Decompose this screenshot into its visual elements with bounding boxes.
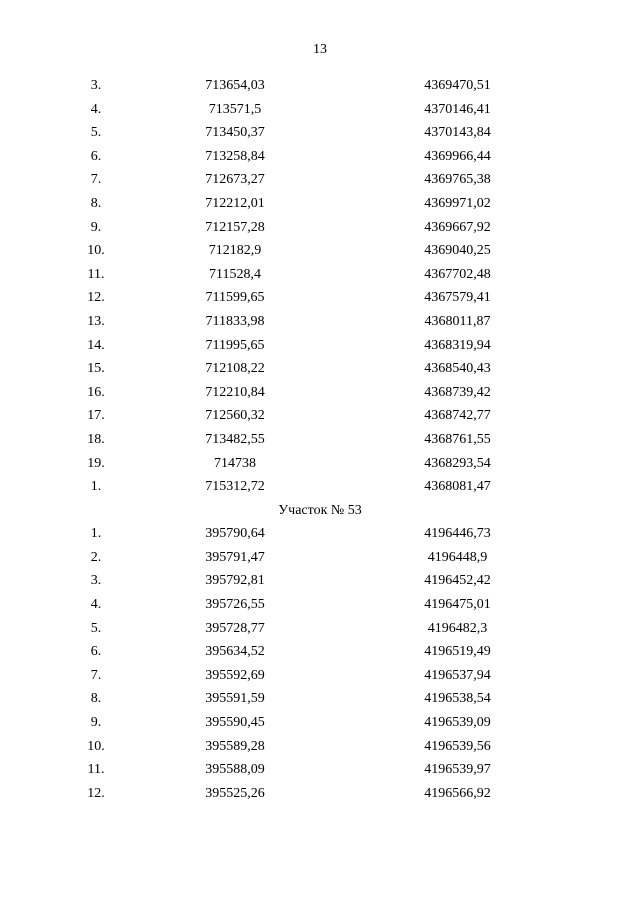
y-coordinate-cell: 4367579,41 [424, 290, 491, 306]
point-number-cell: 4. [90, 101, 102, 117]
y-coordinate-cell: 4196482,3 [427, 620, 488, 636]
point-number-cell: 19. [87, 455, 105, 471]
point-number-cell: 1. [90, 526, 102, 542]
point-number-cell: 16. [87, 384, 105, 400]
y-coordinate-cell: 4370143,84 [424, 125, 491, 141]
table-row [0, 121, 640, 145]
y-coordinate-cell: 4368739,42 [424, 384, 491, 400]
table-row [0, 664, 640, 688]
x-coordinate-cell: 711995,65 [205, 337, 265, 353]
y-coordinate-cell: 4369667,92 [424, 219, 491, 235]
x-coordinate-cell: 395792,81 [205, 573, 265, 589]
x-coordinate-cell: 395726,55 [205, 597, 265, 613]
y-coordinate-cell: 4368011,87 [424, 313, 491, 329]
point-number-cell: 12. [87, 290, 105, 306]
table-row [0, 428, 640, 452]
point-number-cell: 6. [90, 148, 102, 164]
y-coordinate-cell: 4196452,42 [424, 573, 491, 589]
x-coordinate-cell: 711528,4 [209, 266, 261, 282]
point-number-cell: 9. [90, 715, 102, 731]
y-coordinate-cell: 4196539,97 [424, 762, 491, 778]
point-number-cell: 7. [90, 667, 102, 683]
x-coordinate-cell: 395525,26 [205, 785, 265, 801]
table-row [0, 286, 640, 310]
x-coordinate-cell: 711833,98 [205, 313, 265, 329]
table-row [0, 687, 640, 711]
x-coordinate-cell: 712212,01 [205, 195, 265, 211]
y-coordinate-cell: 4368319,94 [424, 337, 491, 353]
table-row [0, 452, 640, 476]
point-number-cell: 1. [90, 479, 102, 495]
point-number-cell: 7. [90, 172, 102, 188]
y-coordinate-cell: 4368540,43 [424, 361, 491, 377]
table-row [0, 192, 640, 216]
x-coordinate-cell: 395591,59 [205, 691, 265, 707]
x-coordinate-cell: 395728,77 [205, 620, 265, 636]
point-number-cell: 12. [87, 785, 105, 801]
y-coordinate-cell: 4368742,77 [424, 408, 491, 424]
table-row [0, 640, 640, 664]
table-row [0, 98, 640, 122]
table-row [0, 522, 640, 546]
x-coordinate-cell: 712157,28 [205, 219, 265, 235]
y-coordinate-cell: 4369966,44 [424, 148, 491, 164]
point-number-cell: 14. [87, 337, 105, 353]
point-number-cell: 10. [87, 738, 105, 754]
table-row [0, 381, 640, 405]
y-coordinate-cell: 4196538,54 [424, 691, 491, 707]
table-row [0, 74, 640, 98]
table-row [0, 475, 640, 499]
table-row [0, 782, 640, 806]
point-number-cell: 10. [87, 243, 105, 259]
x-coordinate-cell: 395589,28 [205, 738, 265, 754]
y-coordinate-cell: 4368293,54 [424, 455, 491, 471]
page-number: 13 [313, 42, 327, 57]
point-number-cell: 13. [87, 313, 105, 329]
x-coordinate-cell: 713571,5 [208, 101, 262, 117]
y-coordinate-cell: 4369470,51 [424, 78, 491, 93]
y-coordinate-cell: 4196537,94 [424, 667, 491, 683]
y-coordinate-cell: 4196539,09 [424, 715, 491, 731]
y-coordinate-cell: 4369040,25 [424, 243, 491, 259]
y-coordinate-cell: 4196519,49 [424, 644, 491, 660]
table-row [0, 239, 640, 263]
x-coordinate-cell: 395588,09 [205, 762, 265, 778]
table-row [0, 168, 640, 192]
section-b [0, 522, 640, 805]
table-row [0, 593, 640, 617]
x-coordinate-cell: 395634,52 [205, 644, 265, 660]
point-number-cell: 18. [87, 431, 105, 447]
y-coordinate-cell: 4196475,01 [424, 597, 491, 613]
table-row [0, 735, 640, 759]
x-coordinate-cell: 713482,55 [205, 431, 265, 447]
y-coordinate-cell: 4368081,47 [424, 479, 491, 495]
table-row [0, 404, 640, 428]
table-row [0, 569, 640, 593]
y-coordinate-cell: 4369765,38 [424, 172, 491, 188]
x-coordinate-cell: 715312,72 [205, 479, 265, 495]
point-number-cell: 4. [90, 597, 102, 613]
x-coordinate-cell: 712182,9 [208, 243, 262, 259]
x-coordinate-cell: 713654,03 [205, 78, 265, 93]
y-coordinate-cell: 4196446,73 [424, 526, 491, 542]
point-number-cell: 8. [90, 195, 102, 211]
x-coordinate-cell: 713258,84 [205, 148, 265, 164]
point-number-cell: 3. [90, 78, 102, 93]
x-coordinate-cell: 395590,45 [205, 715, 265, 731]
table-row [0, 216, 640, 240]
point-number-cell: 6. [90, 644, 102, 660]
point-number-cell: 5. [90, 125, 102, 141]
x-coordinate-cell: 712673,27 [205, 172, 265, 188]
table-row [0, 711, 640, 735]
table-row [0, 617, 640, 641]
point-number-cell: 5. [90, 620, 102, 636]
x-coordinate-cell: 713450,37 [205, 125, 265, 141]
coordinates-table [0, 74, 640, 805]
y-coordinate-cell: 4196539,56 [424, 738, 491, 754]
x-coordinate-cell: 711599,65 [205, 290, 265, 306]
point-number-cell: 3. [90, 573, 102, 589]
table-row [0, 334, 640, 358]
x-coordinate-cell: 395592,69 [205, 667, 265, 683]
table-row [0, 310, 640, 334]
x-coordinate-cell: 395790,64 [205, 526, 265, 542]
y-coordinate-cell: 4196448,9 [427, 549, 488, 565]
x-coordinate-cell: 714738 [214, 455, 256, 471]
x-coordinate-cell: 712560,32 [205, 408, 265, 424]
point-number-cell: 11. [87, 762, 105, 778]
point-number-cell: 17. [87, 408, 105, 424]
y-coordinate-cell: 4370146,41 [424, 101, 491, 117]
point-number-cell: 9. [90, 219, 102, 235]
point-number-cell: 8. [90, 691, 102, 707]
table-row [0, 145, 640, 169]
x-coordinate-cell: 712210,84 [205, 384, 265, 400]
table-row [0, 263, 640, 287]
y-coordinate-cell: 4367702,48 [424, 266, 491, 282]
y-coordinate-cell: 4368761,55 [424, 431, 491, 447]
table-row [0, 546, 640, 570]
section-title-row [0, 499, 640, 523]
section-a [0, 74, 640, 499]
x-coordinate-cell: 712108,22 [205, 361, 265, 377]
y-coordinate-cell: 4369971,02 [424, 195, 491, 211]
point-number-cell: 15. [87, 361, 105, 377]
y-coordinate-cell: 4196566,92 [424, 785, 491, 801]
x-coordinate-cell: 395791,47 [205, 549, 265, 565]
table-row [0, 357, 640, 381]
table-row [0, 758, 640, 782]
point-number-cell: 11. [87, 266, 105, 282]
point-number-cell: 2. [90, 549, 102, 565]
section-title: Участок № 53 [278, 502, 362, 518]
